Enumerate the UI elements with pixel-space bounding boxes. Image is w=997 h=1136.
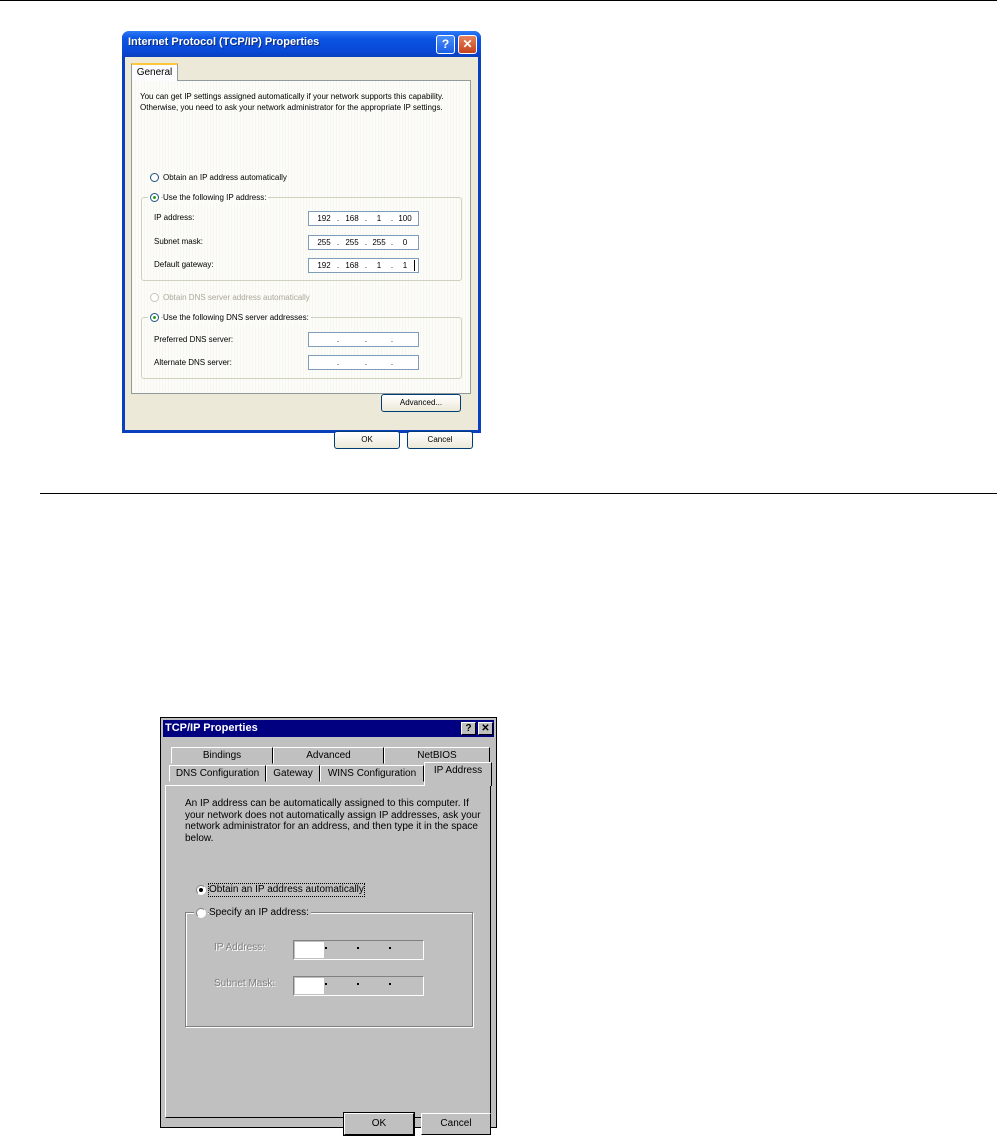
text-cursor <box>414 260 415 271</box>
radio-obtain-dns-auto[interactable] <box>150 293 159 302</box>
label-use-following-ip[interactable]: Use the following IP address: <box>163 193 267 202</box>
classic-ip-address-label: IP Address: <box>214 942 265 953</box>
classic-subnet-mask-field <box>293 976 424 996</box>
classic-help-button[interactable] <box>461 722 476 735</box>
preferred-dns-label: Preferred DNS server: <box>154 335 234 344</box>
label-obtain-dns-auto[interactable]: Obtain DNS server address automatically <box>163 293 310 302</box>
xp-dialog-title: Internet Protocol (TCP/IP) Properties <box>128 36 320 48</box>
subnet-mask-label: Subnet mask: <box>154 237 203 246</box>
tab-gateway[interactable]: Gateway <box>266 765 320 782</box>
radio-specify-ip[interactable] <box>196 908 206 918</box>
help-icon: ? <box>441 37 450 51</box>
specify-ip-group <box>185 912 473 1027</box>
radio-use-following-ip[interactable] <box>150 193 159 202</box>
xp-ok-button[interactable]: OK <box>334 431 400 449</box>
classic-ok-button[interactable]: OK <box>344 1113 414 1135</box>
classic-close-button[interactable] <box>478 722 493 735</box>
xp-tcpip-properties-dialog <box>122 31 481 444</box>
radio-use-following-dns[interactable] <box>150 313 159 322</box>
classic-cancel-button[interactable]: Cancel <box>421 1113 491 1135</box>
xp-help-button[interactable] <box>436 35 455 54</box>
tab-general[interactable]: General <box>131 63 178 81</box>
classic-ip-address-field <box>293 940 424 960</box>
classic-subnet-mask-label: Subnet Mask: <box>214 978 276 989</box>
subnet-mask-field[interactable]: 255 . 255 . 255 . 0 <box>308 235 419 250</box>
advanced-button[interactable]: Advanced... <box>381 394 461 412</box>
radio-obtain-ip-auto[interactable] <box>150 173 159 182</box>
label-specify-ip[interactable]: Specify an IP address: <box>209 907 309 918</box>
classic-dialog-title: TCP/IP Properties <box>165 722 258 734</box>
label-obtain-ip-automatically[interactable]: Obtain an IP address automatically <box>209 884 364 895</box>
tab-ip-address[interactable]: IP Address <box>424 762 492 786</box>
classic-title-bar[interactable] <box>163 720 494 737</box>
xp-title-bar[interactable] <box>122 31 481 57</box>
preferred-dns-field[interactable]: . . . <box>308 332 419 347</box>
xp-cancel-button[interactable]: Cancel <box>407 431 473 449</box>
help-icon: ? <box>465 723 472 734</box>
top-rule <box>0 0 997 1</box>
radio-obtain-ip-automatically[interactable] <box>196 885 206 895</box>
tab-advanced[interactable]: Advanced <box>273 747 384 764</box>
label-obtain-ip-auto[interactable]: Obtain an IP address automatically <box>163 173 287 182</box>
label-use-following-dns[interactable]: Use the following DNS server addresses: <box>163 313 309 322</box>
tab-dns-configuration[interactable]: DNS Configuration <box>169 765 266 782</box>
ip-address-field[interactable]: 192 . 168 . 1 . 100 <box>308 211 419 226</box>
alternate-dns-label: Alternate DNS server: <box>154 358 232 367</box>
classic-tcpip-properties-dialog <box>160 717 497 1128</box>
alternate-dns-field[interactable]: . . . <box>308 355 419 370</box>
tab-netbios[interactable]: NetBIOS <box>384 747 490 764</box>
xp-dialog-client <box>125 57 478 444</box>
tab-bindings[interactable]: Bindings <box>171 747 273 764</box>
classic-intro-text: An IP address can be automatically assigned to this computer. If your network does not automatically assign IP addresses, ask your network administrator for an address, and then type it in the space below. <box>185 798 481 844</box>
default-gateway-field[interactable]: 192 . 168 . 1 . 1 <box>308 258 419 273</box>
xp-intro-text: You can get IP settings assigned automatically if your network supports this capability. Otherwise, you need to ask your network administrator for the appropriate IP settings. <box>140 92 444 112</box>
default-gateway-label: Default gateway: <box>154 260 214 269</box>
ip-address-label: IP address: <box>154 213 195 222</box>
close-icon: ✕ <box>481 723 490 734</box>
tab-wins-configuration[interactable]: WINS Configuration <box>320 765 424 782</box>
xp-close-button[interactable] <box>458 35 477 54</box>
close-icon: ✕ <box>462 37 473 51</box>
middle-rule <box>40 493 997 494</box>
